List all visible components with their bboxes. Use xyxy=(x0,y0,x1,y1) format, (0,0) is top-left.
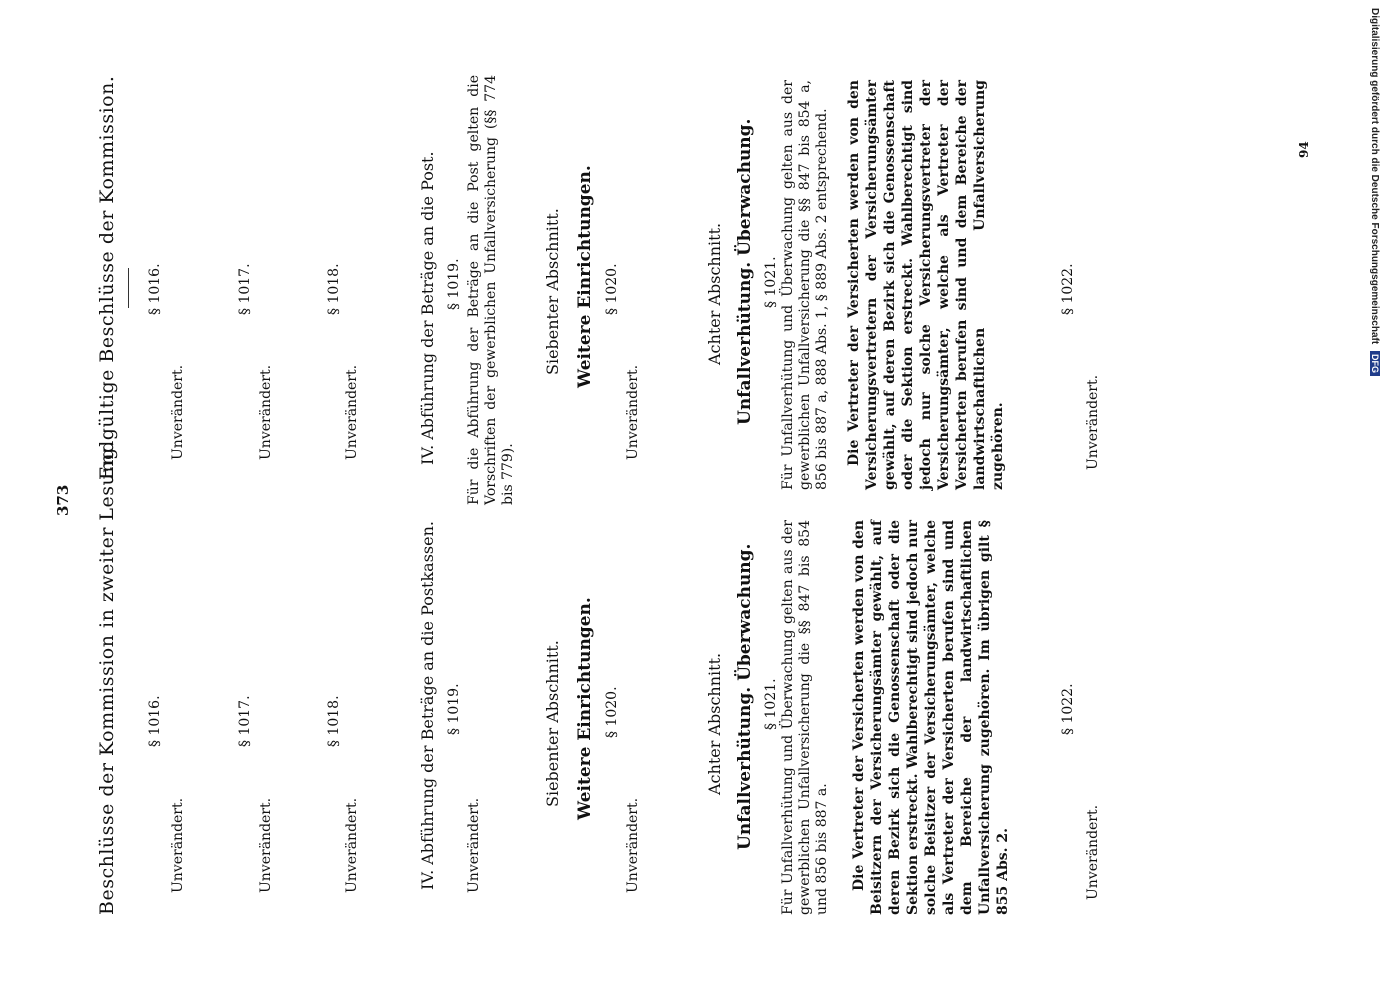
left-eighth-paragraph-2: Die Vertreter der Versicherten werden von den Beisitzern der Versicherungsämter gewählt, auf deren Bezirk sich die Genossenschaft oder die Sektion erstreckt. Wahlberechtigt sind jedoch nur solche Beisitzer der Versicherungsämter, welche als Vertreter der Versicherten berufen sind und dem Bereiche der landwirtschaftlichen Unfallversicherung zugehören. Im übrigen gilt § 855 Abs. 2. xyxy=(851,520,1011,915)
right-row-1016-section: § 1016. xyxy=(147,263,163,315)
right-part-iv-section: § 1019. xyxy=(446,258,462,310)
right-seventh-label: Unverändert. xyxy=(625,364,641,460)
right-seventh-title: Siebenter Abschnitt. xyxy=(543,208,562,375)
right-eighth-title: Achter Abschnitt. xyxy=(705,222,724,365)
signature-mark: 94 xyxy=(1297,141,1311,158)
left-seventh-section: § 1020. xyxy=(604,686,620,738)
right-last-section: § 1022. xyxy=(1060,263,1076,315)
dfg-logo: DFG xyxy=(1370,351,1380,376)
left-last-section: § 1022. xyxy=(1060,683,1076,735)
right-eighth-section: § 1021. xyxy=(763,256,779,308)
credit-text: Digitalisierung gefördert durch die Deutsche Forschungsgemeinschaft xyxy=(1369,8,1380,345)
right-row-1018-label: Unverändert. xyxy=(344,364,360,460)
right-row-1018-section: § 1018. xyxy=(326,263,342,315)
left-seventh-title: Siebenter Abschnitt. xyxy=(543,640,562,807)
page-number: 373 xyxy=(54,484,72,516)
right-part-iv-heading: IV. Abführung der Beträge an die Post. xyxy=(418,151,437,465)
right-column-header: Endgültige Beschlüsse der Kommission. xyxy=(96,75,118,480)
left-eighth-subtitle: Unfallverhütung. Überwachung. xyxy=(735,543,755,850)
right-row-1017-section: § 1017. xyxy=(237,263,253,315)
right-eighth-subtitle: Unfallverhütung. Überwachung. xyxy=(735,118,755,425)
left-seventh-subtitle: Weitere Einrichtungen. xyxy=(575,597,595,820)
header-underline xyxy=(128,268,129,308)
right-seventh-section: § 1020. xyxy=(604,263,620,315)
left-row-1017-section: § 1017. xyxy=(237,695,253,747)
left-last-label: Unverändert. xyxy=(1085,804,1101,900)
right-row-1016-label: Unverändert. xyxy=(170,364,186,460)
right-eighth-paragraph-1: Für Unfallverhütung und Überwachung gelten aus der gewerblichen Unfallversicherung die §§ 847 bis 854 a, 856 bis 887 a, 888 Abs. 1, § 889 Abs. 2 entsprechend. xyxy=(780,80,830,490)
right-seventh-subtitle: Weitere Einrichtungen. xyxy=(575,165,595,388)
digitization-credit xyxy=(1368,8,1382,398)
right-last-label: Unverändert. xyxy=(1085,374,1101,470)
left-row-1018-section: § 1018. xyxy=(326,695,342,747)
left-eighth-title: Achter Abschnitt. xyxy=(705,652,724,795)
left-row-1017-label: Unverändert. xyxy=(258,797,274,893)
left-part-iv-section: § 1019. xyxy=(446,683,462,735)
left-eighth-paragraph-1: Für Unfallverhütung und Überwachung gelten aus der gewerblichen Unfallversicherung die §§ 847 bis 854 und 856 bis 887 a. xyxy=(780,520,830,915)
left-row-1016-section: § 1016. xyxy=(147,695,163,747)
left-seventh-label: Unverändert. xyxy=(625,797,641,893)
right-eighth-paragraph-2: Die Vertreter der Versicherten werden von den Versicherungsvertretern der Versicherungsämter gewählt, auf deren Bezirk sich die Genossenschaft oder die Sektion erstreckt. Wahlberechtigt sind jedoch nur solche Versicherungsvertreter der Versicherungsämter, welche als Vertreter der Versicherten berufen sind und dem Bereiche der landwirtschaftlichen Unfallversicherung zugehören. xyxy=(846,80,1006,490)
left-row-1016-label: Unverändert. xyxy=(170,797,186,893)
left-part-iv-heading: IV. Abführung der Beträge an die Postkassen. xyxy=(418,521,437,890)
left-row-1018-label: Unverändert. xyxy=(344,797,360,893)
right-row-1017-label: Unverändert. xyxy=(258,364,274,460)
left-column-header: Beschlüsse der Kommission in zweiter Lesung. xyxy=(96,440,118,915)
left-part-iv-label: Unverändert. xyxy=(466,797,482,893)
left-eighth-section: § 1021. xyxy=(763,678,779,730)
right-part-iv-text: Für die Abführung der Beträge an die Post gelten die Vorschriften der gewerblichen Unfallversicherung (§§ 774 bis 779). xyxy=(466,75,516,505)
